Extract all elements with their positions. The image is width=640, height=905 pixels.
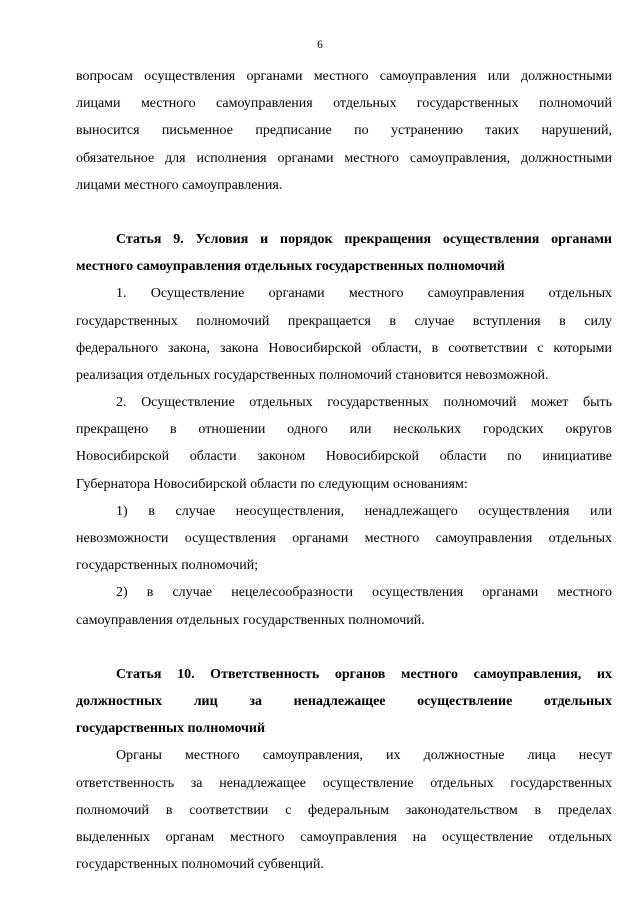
text-line: вопросам осуществления органами местного самоуправления или должностными bbox=[76, 69, 612, 84]
text-line: государственных полномочий; bbox=[76, 558, 259, 574]
text-line: 1. Осуществление органами местного самоуправления отдельных bbox=[116, 286, 612, 302]
text-line: невозможности осуществления органами местного самоуправления отдельных bbox=[76, 531, 612, 546]
document-body bbox=[76, 63, 612, 878]
text-line: 2. Осуществление отдельных государственных полномочий может быть bbox=[116, 395, 612, 411]
text-line: государственных полномочий прекращается в случае вступления в силу bbox=[76, 313, 612, 329]
text-line: реализация отдельных государственных полномочий становится невозможной. bbox=[76, 367, 549, 383]
text-line: Новосибирской области законом Новосибирской области по инициативе bbox=[76, 449, 612, 465]
section-spacer bbox=[76, 199, 612, 226]
text-line: самоуправления отдельных государственных полномочий. bbox=[76, 612, 425, 628]
text-line: федерального закона, закона Новосибирской области, в соответствии с которыми bbox=[76, 340, 612, 356]
article-9-paragraph-2 bbox=[76, 389, 612, 498]
heading-line: государственных полномочий bbox=[76, 721, 266, 737]
text-line: лицами местного самоуправления. bbox=[76, 177, 283, 193]
article-10-heading bbox=[76, 661, 612, 743]
heading-line: местного самоуправления отдельных государственных полномочий bbox=[76, 259, 505, 275]
heading-line: должностных лиц за ненадлежащее осуществление отдельных bbox=[76, 693, 612, 709]
text-line: лицами местного самоуправления отдельных государственных полномочий bbox=[76, 96, 612, 112]
article-9-paragraph-1 bbox=[76, 280, 612, 389]
article-10-paragraph-1 bbox=[76, 742, 612, 878]
text-line: Органы местного самоуправления, их должностные лица несут bbox=[116, 748, 612, 764]
page-number: 6 bbox=[317, 39, 323, 51]
text-line: 2) в случае нецелесообразности осуществления органами местного bbox=[116, 585, 612, 601]
text-line: государственных полномочий субвенций. bbox=[76, 857, 324, 873]
section-spacer bbox=[76, 634, 612, 661]
text-line: Губернатора Новосибирской области по следующим основаниям: bbox=[76, 476, 468, 492]
text-line: прекращено в отношении одного или нескольких городских округов bbox=[76, 422, 612, 438]
text-line: ответственность за ненадлежащее осуществление отдельных государственных bbox=[76, 775, 612, 791]
paragraph-intro bbox=[76, 63, 612, 199]
text-line: полномочий в соответствии с федеральным законодательством в пределах bbox=[76, 802, 612, 818]
heading-line: Статья 10. Ответственность органов местного самоуправления, их bbox=[116, 666, 612, 682]
text-line: обязательное для исполнения органами местного самоуправления, должностными bbox=[76, 150, 612, 166]
article-9-heading bbox=[76, 226, 612, 280]
article-9-item-1 bbox=[76, 498, 612, 580]
article-9-item-2 bbox=[76, 579, 612, 633]
text-line: выносится письменное предписание по устранению таких нарушений, bbox=[76, 123, 612, 139]
text-line: 1) в случае неосуществления, ненадлежащего осуществления или bbox=[116, 503, 612, 519]
text-line: выделенных органам местного самоуправления на осуществление отдельных bbox=[76, 829, 612, 845]
heading-line: Статья 9. Условия и порядок прекращения осуществления органами bbox=[116, 231, 612, 247]
